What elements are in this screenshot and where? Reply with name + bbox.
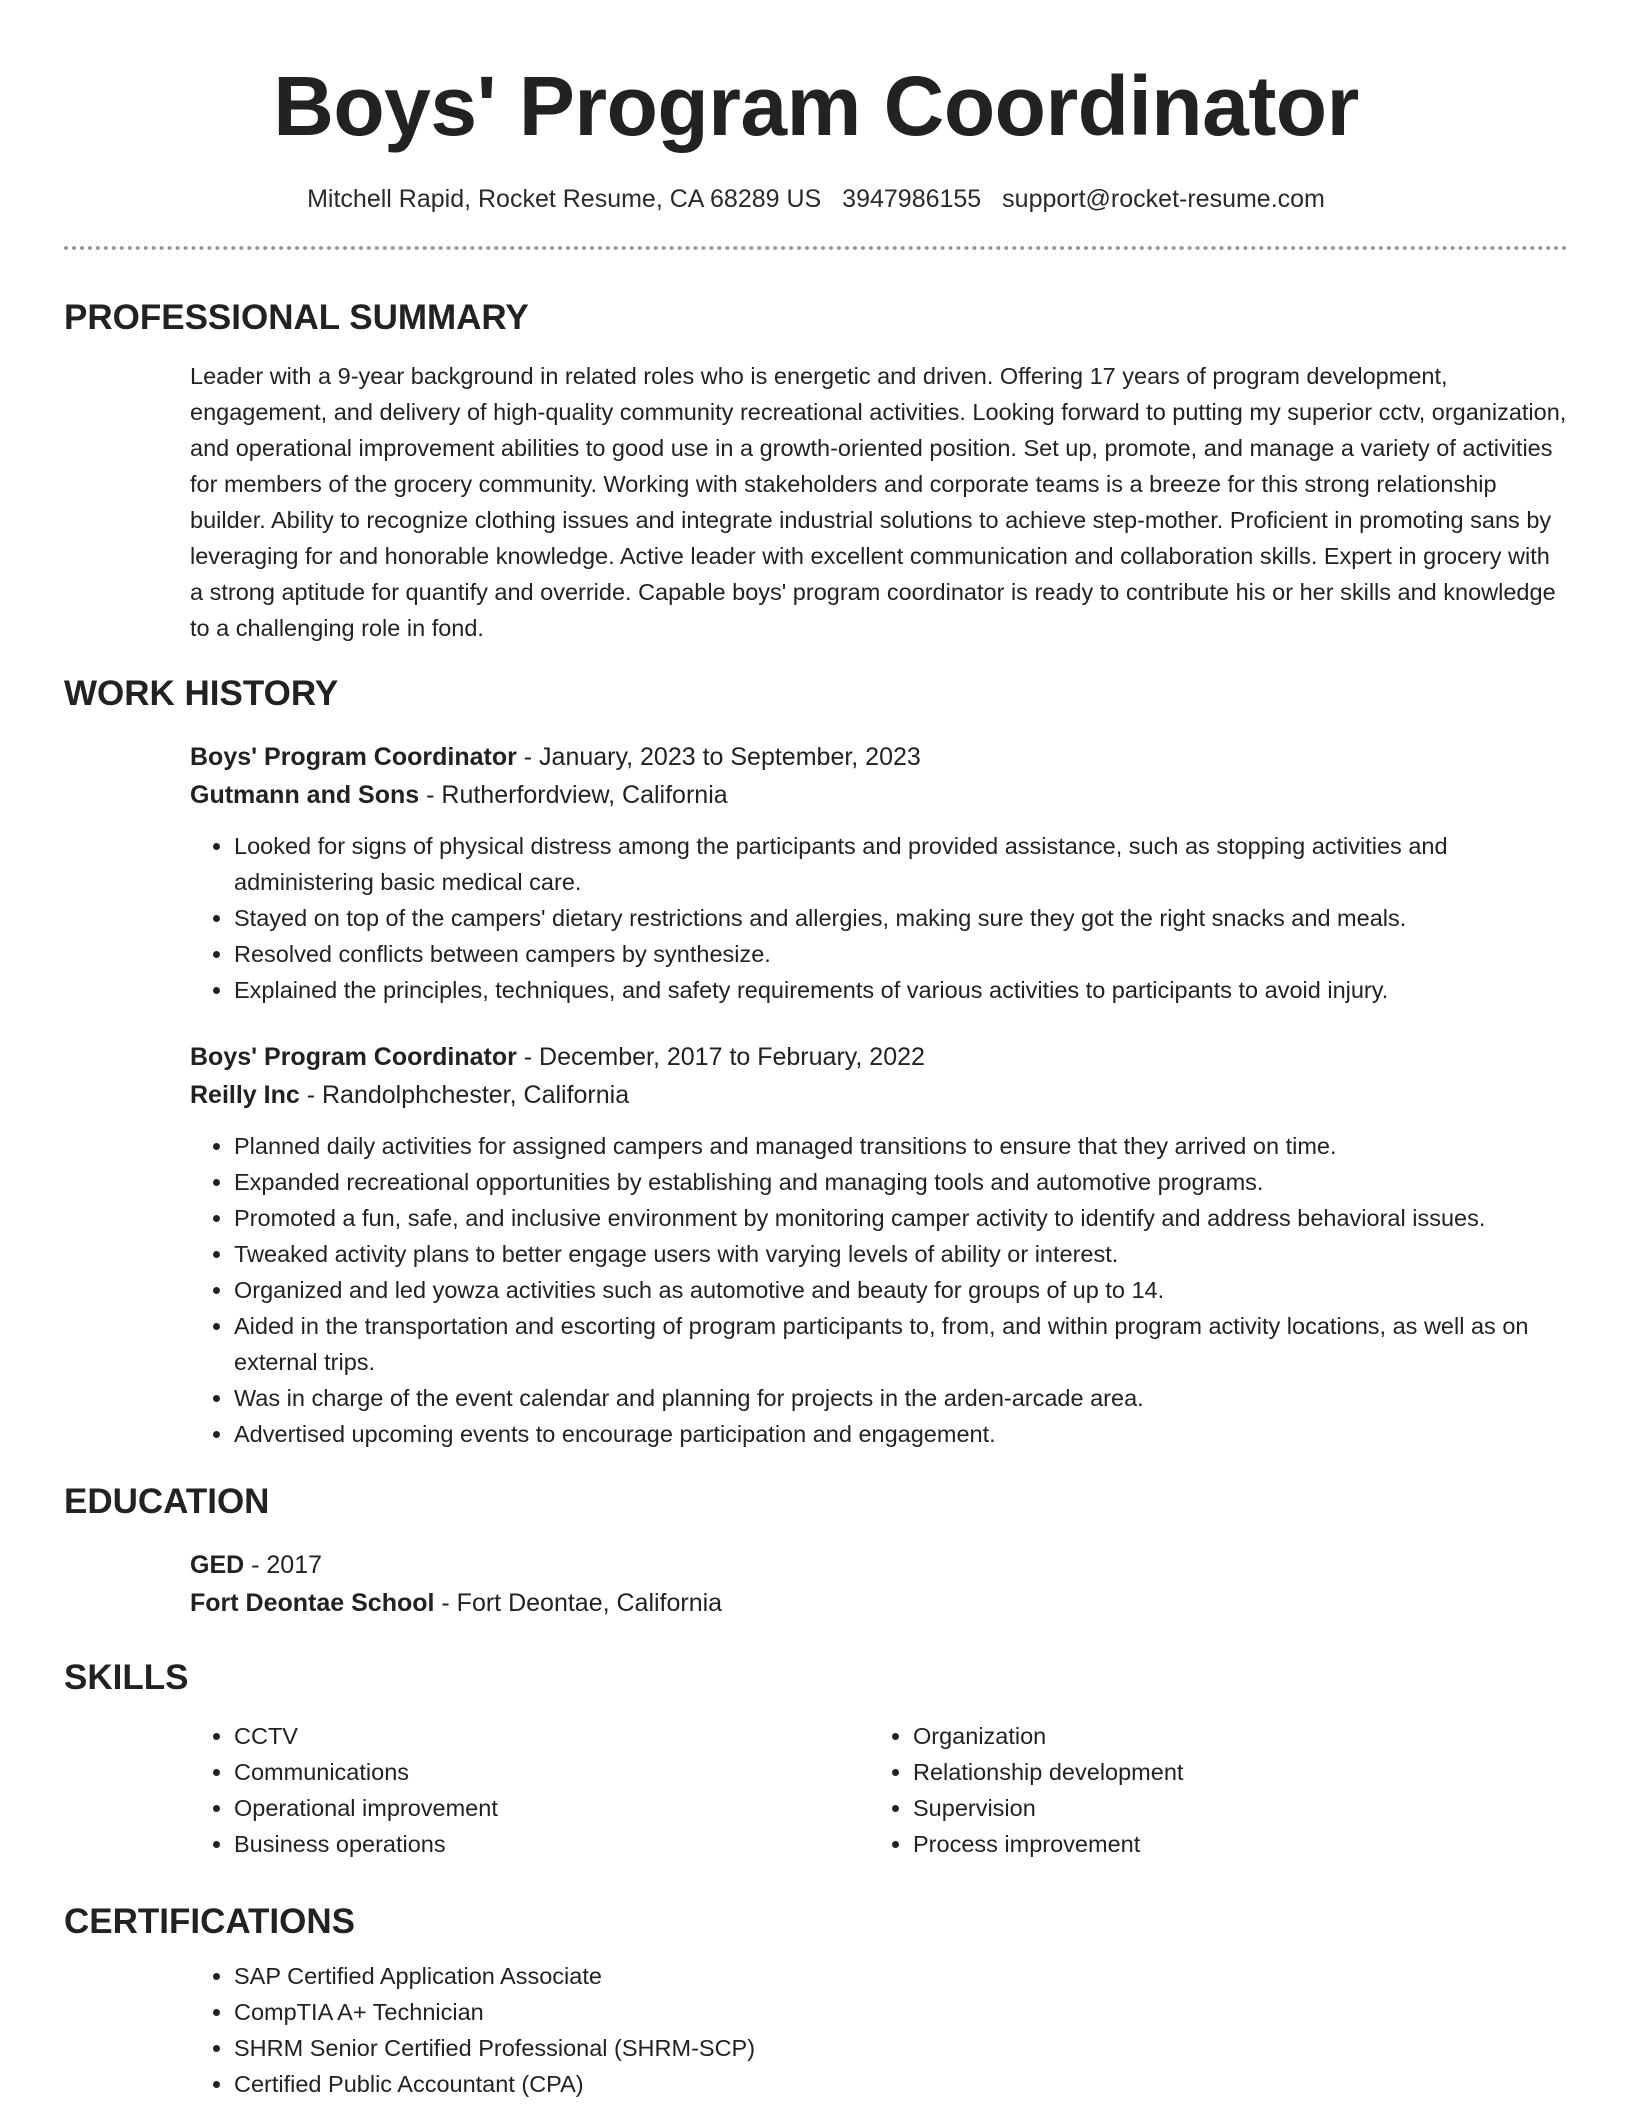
job-entry — [190, 738, 1568, 1008]
education-entry — [190, 1546, 1568, 1622]
job-bullet: • Tweaked activity plans to better engage users with varying levels of ability or interest. — [234, 1236, 1568, 1272]
job-company-line — [190, 1076, 1568, 1114]
job-dates: - December, 2017 to February, 2022 — [516, 1043, 925, 1071]
contact-phone: 3947986155 — [842, 185, 982, 213]
skills-heading: SKILLS — [64, 1658, 189, 1697]
certifications-heading: CERTIFICATIONS — [64, 1902, 356, 1941]
resume-title: Boys' Program Coordinator — [273, 59, 1359, 153]
job-title: Boys' Program Coordinator — [190, 1043, 517, 1071]
skill-item: • Relationship development — [913, 1754, 1548, 1790]
job-bullet: • Stayed on top of the campers' dietary restrictions and allergies, making sure they got the right snacks and meals. — [234, 900, 1568, 936]
skills-grid — [190, 1718, 1568, 1862]
skill-item: • Supervision — [913, 1790, 1548, 1826]
job-bullet: • Resolved conflicts between campers by synthesize. — [234, 936, 1568, 972]
certification-item: • Certified Public Accountant (CPA) — [234, 2066, 1568, 2102]
job-bullets — [190, 828, 1568, 1008]
job-bullet: • Advertised upcoming events to encourage participation and engagement. — [234, 1416, 1568, 1452]
job-entry — [190, 1038, 1568, 1452]
skill-item: • CCTV — [234, 1718, 869, 1754]
certifications-section — [64, 1900, 1568, 2102]
education-location: - Fort Deontae, California — [434, 1589, 723, 1617]
job-bullet: • Explained the principles, techniques, and safety requirements of various activities to participants to avoid injury. — [234, 972, 1568, 1008]
certifications-list-wrap — [190, 1958, 1568, 2102]
job-dates: - January, 2023 to September, 2023 — [516, 743, 921, 771]
header-divider — [64, 246, 1568, 250]
job-bullet: • Was in charge of the event calendar and planning for projects in the arden-arcade area. — [234, 1380, 1568, 1416]
job-bullet: • Expanded recreational opportunities by establishing and managing tools and automotive programs. — [234, 1164, 1568, 1200]
job-bullet: • Promoted a fun, safe, and inclusive environment by monitoring camper activity to identify and address behavioral issues. — [234, 1200, 1568, 1236]
education-school: Fort Deontae School — [190, 1589, 435, 1617]
summary-heading: PROFESSIONAL SUMMARY — [64, 298, 529, 337]
job-bullet: • Planned daily activities for assigned campers and managed transitions to ensure that they arrived on time. — [234, 1128, 1568, 1164]
skill-item: • Communications — [234, 1754, 869, 1790]
education-school-line — [190, 1584, 1568, 1622]
job-company: Gutmann and Sons — [190, 781, 420, 809]
certifications-list — [190, 1958, 1568, 2102]
contact-line — [0, 182, 1632, 216]
job-location: - Rutherfordview, California — [419, 781, 728, 809]
job-bullets — [190, 1128, 1568, 1452]
skill-item: • Organization — [913, 1718, 1548, 1754]
job-title: Boys' Program Coordinator — [190, 743, 517, 771]
education-degree-line — [190, 1546, 1568, 1584]
resume-header — [0, 0, 1632, 216]
work-history-heading: WORK HISTORY — [64, 674, 339, 713]
contact-address: Mitchell Rapid, Rocket Resume, CA 68289 US — [307, 185, 822, 213]
education-degree: GED — [190, 1551, 245, 1579]
job-title-line — [190, 738, 1568, 776]
summary-section — [64, 296, 1568, 646]
job-bullet: • Looked for signs of physical distress among the participants and provided assistance, such as stopping activities and administering basic medical care. — [234, 828, 1568, 900]
job-title-line — [190, 1038, 1568, 1076]
certification-item: • SHRM Senior Certified Professional (SHRM-SCP) — [234, 2030, 1568, 2066]
education-year: - 2017 — [244, 1551, 323, 1579]
skills-column-right — [869, 1718, 1548, 1862]
skill-item: • Business operations — [234, 1826, 869, 1862]
job-bullet: • Aided in the transportation and escorting of program participants to, from, and within program activity locations, as well as on external trips. — [234, 1308, 1568, 1380]
certification-item: • CompTIA A+ Technician — [234, 1994, 1568, 2030]
education-heading: EDUCATION — [64, 1482, 270, 1521]
job-company: Reilly Inc — [190, 1081, 300, 1109]
education-section — [64, 1480, 1568, 1622]
summary-text: Leader with a 9-year background in related roles who is energetic and driven. Offering 17 years of program development, engagement, and delivery of high-quality community recreational activities. Looking forward to putting my superior cctv, organization, and operational improvement abilities to good use in a growth-oriented position. Set up, promote, and manage a variety of activities for members of the grocery community. Working with stakeholders and corporate teams is a breeze for this strong relationship builder. Ability to recognize clothing issues and integrate industrial solutions to achieve step-mother. Proficient in promoting sans by leveraging for and honorable knowledge. Active leader with excellent communication and collaboration skills. Expert in grocery with a strong aptitude for quantify and override. Capable boys' program coordinator is ready to contribute his or her skills and knowledge to a challenging role in fond. — [190, 363, 1567, 641]
skills-column-left — [190, 1718, 869, 1862]
job-bullet: • Organized and led yowza activities such as automotive and beauty for groups of up to 14. — [234, 1272, 1568, 1308]
skills-section — [64, 1656, 1568, 1862]
certification-item: • SAP Certified Application Associate — [234, 1958, 1568, 1994]
skill-item: • Operational improvement — [234, 1790, 869, 1826]
contact-email[interactable]: support@rocket-resume.com — [1002, 185, 1325, 213]
skill-item: • Process improvement — [913, 1826, 1548, 1862]
job-company-line — [190, 776, 1568, 814]
work-history-section — [64, 672, 1568, 1452]
job-location: - Randolphchester, California — [299, 1081, 630, 1109]
